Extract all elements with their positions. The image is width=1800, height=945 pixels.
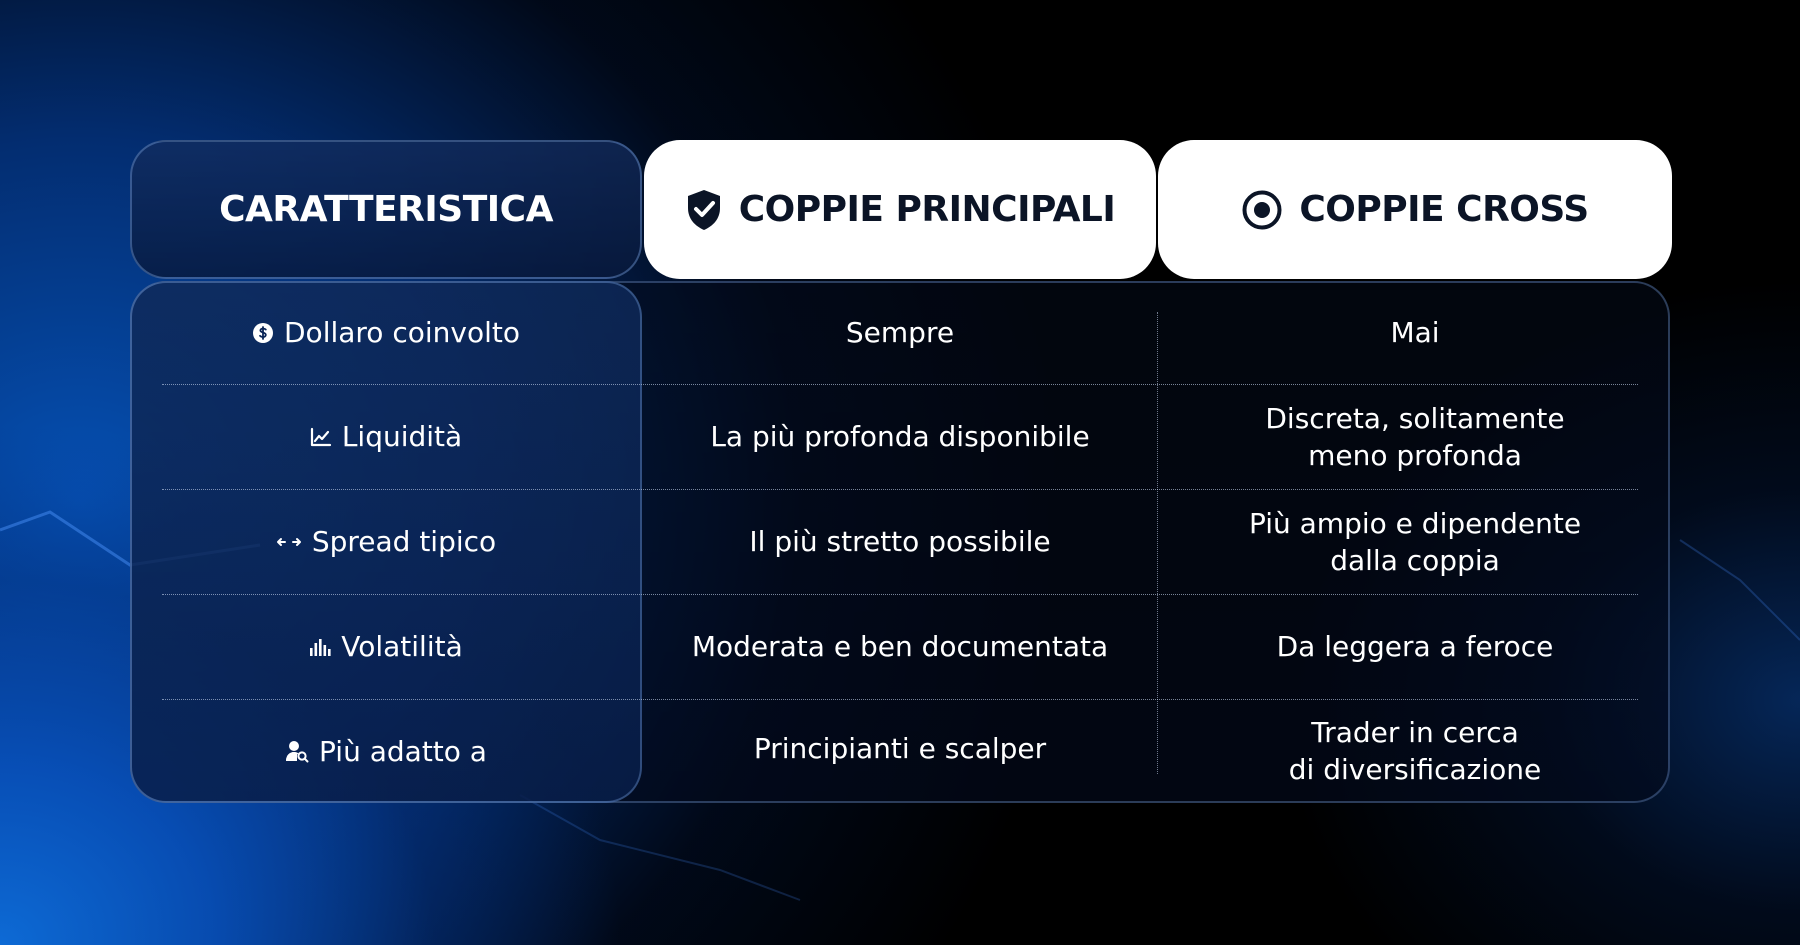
feature-cell-volatility (130, 594, 642, 699)
main-cell (644, 594, 1156, 699)
arrows-horizontal-icon (276, 535, 302, 549)
bar-levels-icon (309, 637, 331, 657)
cross-value-line1: Più ampio e dipendente (1248, 506, 1582, 540)
header-main-pairs (644, 140, 1156, 279)
target-icon (1241, 189, 1283, 231)
cross-cell (1158, 594, 1672, 699)
main-value: Moderata e ben documentata (691, 630, 1109, 663)
cross-cell (1158, 489, 1672, 594)
feature-cell-spread (130, 489, 642, 594)
main-value: Sempre (845, 316, 955, 349)
main-cell (644, 489, 1156, 594)
main-cell (644, 699, 1156, 797)
cross-cell (1158, 699, 1672, 803)
header-cross-pairs (1158, 140, 1672, 279)
user-search-icon (285, 739, 309, 763)
header-cross-label: COPPIE CROSS (1299, 189, 1589, 230)
line-chart-icon (310, 427, 332, 447)
main-cell (644, 384, 1156, 489)
cross-value-line1: Discreta, solitamente (1265, 401, 1565, 435)
cross-value-line2: di diversificazione (1288, 753, 1542, 786)
feature-label: Dollaro coinvolto (284, 316, 520, 349)
feature-cell-dollar (130, 281, 642, 384)
feature-cell-liquidity (130, 384, 642, 489)
header-main-label: COPPIE PRINCIPALI (738, 189, 1116, 230)
main-value: La più profonda disponibile (710, 420, 1090, 453)
cross-value-line2: dalla coppia (1330, 543, 1500, 577)
cross-value: Mai (1390, 316, 1440, 349)
main-value: Il più stretto possibile (749, 525, 1051, 558)
feature-label: Volatilità (341, 630, 463, 663)
cross-value: Da leggera a feroce (1276, 630, 1554, 663)
feature-label: Liquidità (341, 420, 463, 453)
dollar-coin-icon (252, 322, 274, 344)
header-feature (130, 140, 642, 279)
cross-value-line1: Trader in cerca (1311, 716, 1519, 749)
cross-cell (1158, 281, 1672, 384)
cross-value-line2: meno profonda (1308, 438, 1522, 472)
main-cell (644, 281, 1156, 384)
feature-label: Spread tipico (311, 525, 497, 558)
shield-check-icon (685, 188, 723, 232)
cross-cell (1158, 384, 1672, 489)
main-value: Principianti e scalper (753, 731, 1047, 765)
feature-cell-best-for (130, 699, 642, 803)
header-feature-label: CARATTERISTICA (219, 189, 553, 230)
feature-label: Più adatto a (319, 734, 487, 768)
